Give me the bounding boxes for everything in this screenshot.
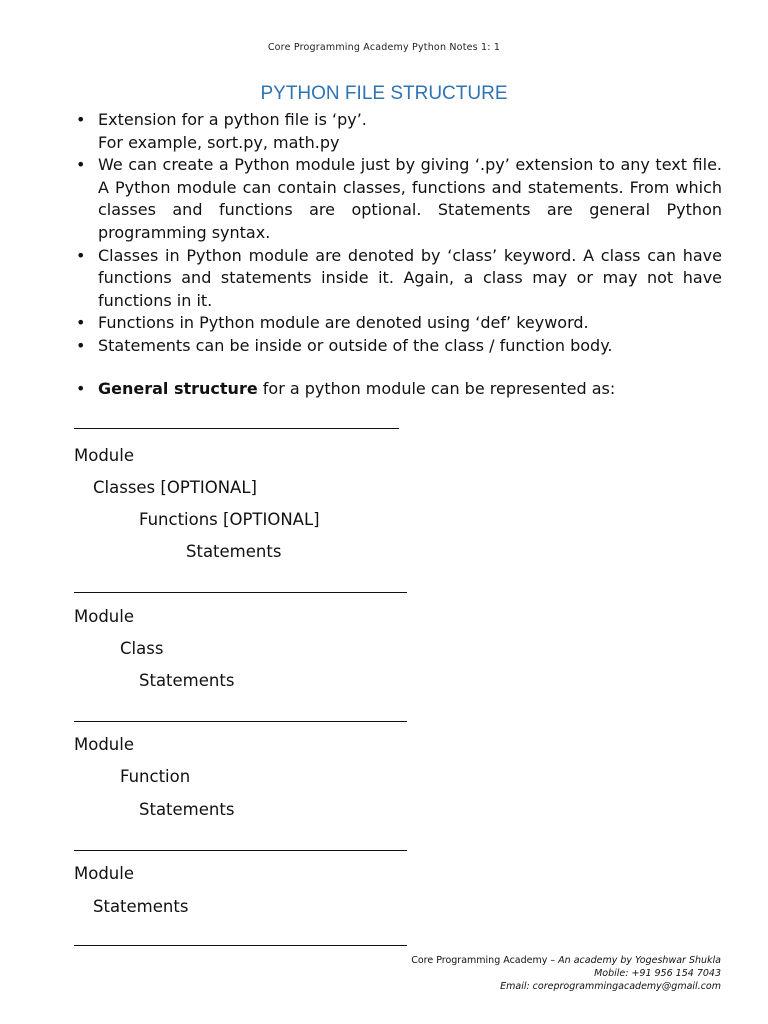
- list-item: [74, 312, 722, 335]
- bullet-text: Classes in Python module are denoted by ‘class’ keyword. A class can have functions and statements inside it. Again, a class may or may not have functions in it.: [98, 245, 722, 310]
- divider: [74, 428, 399, 429]
- structure-line: Function: [120, 767, 191, 786]
- bullet-icon: •: [76, 313, 86, 333]
- structure-module-label: Module: [74, 864, 134, 883]
- bullet-text: Statements can be inside or outside of the class / function body.: [98, 335, 613, 355]
- footer-mobile: Mobile: +91 956 154 7043: [594, 968, 721, 979]
- divider: [74, 721, 407, 722]
- divider: [74, 850, 407, 851]
- bullet-text: Functions in Python module are denoted using ‘def’ keyword.: [98, 313, 589, 333]
- structure-line: Classes [OPTIONAL]: [93, 478, 257, 497]
- general-structure-text: for a python module can be represented as:: [257, 379, 616, 398]
- footer-email: Email: coreprogrammingacademy@gmail.com: [500, 981, 721, 992]
- general-structure-bold: General structure: [98, 379, 258, 398]
- bullet-text: We can create a Python module just by giving ‘.py’ extension to any text file. A Python module can contain classes, functions and statements. From which classes and functions are optional. Statements are general Python programming syntax.: [98, 155, 722, 242]
- list-item: [74, 245, 722, 313]
- bullet-list: [74, 109, 722, 358]
- page-title: PYTHON FILE STRUCTURE: [260, 83, 508, 104]
- list-item: [74, 154, 722, 244]
- footer-tagline: An academy by Yogeshwar Shukla: [558, 955, 721, 966]
- structure-line: Statements: [93, 897, 189, 916]
- structure-line: Statements: [139, 671, 235, 690]
- bullet-icon: •: [76, 110, 86, 129]
- list-item: [74, 109, 722, 154]
- structure-line: Class: [120, 639, 164, 658]
- bullet-icon: •: [76, 379, 86, 398]
- structure-module-label: Module: [74, 446, 134, 465]
- list-item: [74, 335, 722, 358]
- bullet-icon: •: [76, 245, 86, 265]
- bullet-text: Extension for a python file is ‘py’.: [98, 110, 367, 129]
- structure-line: Functions [OPTIONAL]: [139, 510, 320, 529]
- footer-academy-name: Core Programming Academy –: [411, 955, 559, 966]
- footer-line-academy: [411, 954, 721, 967]
- general-structure-list: [74, 378, 722, 401]
- structure-line: Statements: [186, 542, 282, 561]
- structure-module-label: Module: [74, 735, 134, 754]
- list-item: [74, 378, 722, 401]
- bullet-icon: •: [76, 335, 86, 355]
- bullet-text-continuation: For example, sort.py, math.py: [98, 132, 340, 152]
- page-header: Core Programming Academy Python Notes 1: 1: [267, 42, 501, 53]
- structure-module-label: Module: [74, 607, 134, 626]
- structure-line: Statements: [139, 800, 235, 819]
- divider: [74, 592, 407, 593]
- bullet-icon: •: [76, 155, 86, 175]
- divider: [74, 945, 407, 946]
- page-footer: [411, 954, 721, 993]
